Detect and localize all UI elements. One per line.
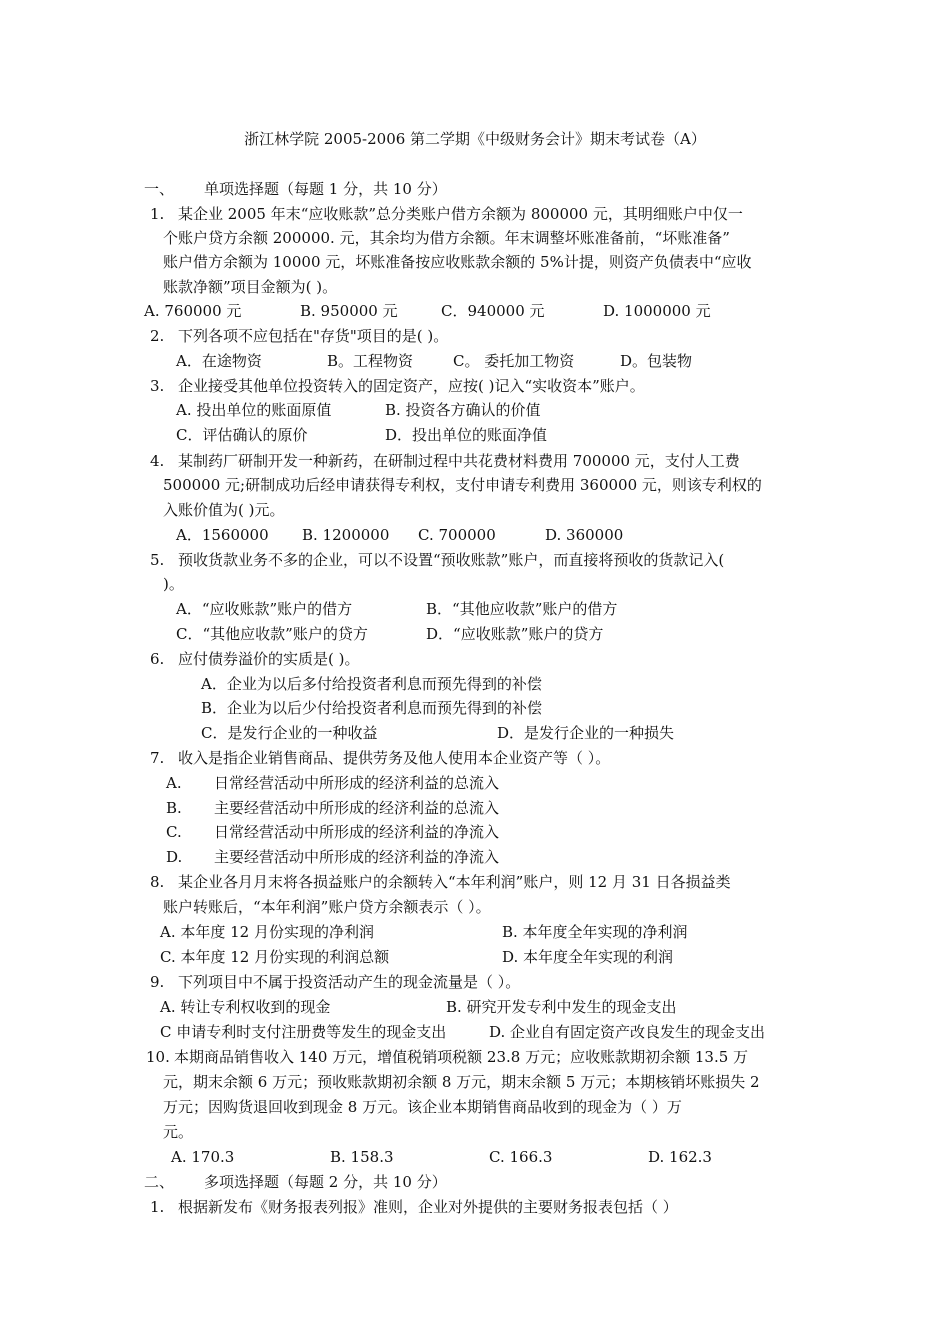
question-3-option-c: C．评估确认的原价 — [176, 426, 308, 444]
question-4-line-3: 入账价值为( )元。 — [163, 501, 285, 519]
question-4-option-d: D. 360000 — [545, 526, 624, 544]
question-4-option-c: C. 700000 — [418, 526, 496, 544]
question-8-option-b: B. 本年度全年实现的净利润 — [502, 923, 688, 941]
question-8-option-a: A. 本年度 12 月份实现的净利润 — [160, 923, 374, 941]
section-heading-multiple-choice — [144, 1171, 447, 1193]
question-4-option-b: B. 1200000 — [302, 526, 390, 544]
question-10-line-4: 元。 — [163, 1123, 194, 1141]
question-7-option-c: C. 日常经营活动中所形成的经济利益的净流入 — [166, 823, 500, 841]
question-2-option-c: C。 委托加工物资 — [453, 352, 575, 370]
question-10-option-a: A. 170.3 — [171, 1148, 235, 1166]
question-5-option-a: A．“应收账款”账户的借方 — [176, 600, 353, 618]
question-1-line-3: 账户借方余额为 10000 元，坏账准备按应收账款余额的 5%计提，则资产负债表中“应收 — [163, 253, 752, 271]
question-9-option-b: B. 研究开发专利中发生的现金支出 — [446, 998, 677, 1016]
question-8-option-d: D. 本年度全年实现的利润 — [502, 948, 674, 966]
question-10-line-2: 元，期末余额 6 万元；预收账款期初余额 8 万元，期末余额 5 万元；本期核销坏账损失 2 — [163, 1073, 760, 1091]
question-2-option-d: D。包装物 — [620, 352, 693, 370]
question-1-line-2: 个账户贷方余额 200000. 元，其余均为借方余额。年末调整坏账准备前，“坏账准备” — [163, 229, 730, 247]
question-10-line-3: 万元；因购货退回收到现金 8 万元。该企业本期销售商品收到的现金为（ ）万 — [163, 1098, 682, 1116]
question-3-option-a: A. 投出单位的账面原值 — [176, 401, 332, 419]
question-1-option-a: A. 760000 元 — [144, 302, 242, 320]
question-4-option-a: A．1560000 — [176, 526, 269, 544]
question-9: 9. 下列项目中不属于投资活动产生的现金流量是（ ）。 — [150, 973, 521, 991]
question-9-option-d: D. 企业自有固定资产改良发生的现金支出 — [489, 1023, 766, 1041]
question-2-option-b: B。工程物资 — [327, 352, 414, 370]
question-1-line-4: 账款净额”项目金额为( )。 — [163, 278, 338, 296]
question-6-option-d: D．是发行企业的一种损失 — [497, 724, 675, 742]
question-5-option-c: C．“其他应收款”账户的贷方 — [176, 625, 368, 643]
question-8-line-2: 账户转账后，“本年利润”账户贷方余额表示（ ）。 — [163, 898, 491, 916]
question-6: 6. 应付债券溢价的实质是( )。 — [150, 650, 360, 668]
question-10-line-1: 10. 本期商品销售收入 140 万元，增值税销项税额 23.8 万元；应收账款期初余额 13.5 万 — [146, 1048, 749, 1066]
section-label: 单项选择题（每题 1 分，共 10 分） — [204, 180, 447, 198]
section-number: 二、 — [144, 1173, 175, 1191]
question-7: 7. 收入是指企业销售商品、提供劳务及他人使用本企业资产等（ ）。 — [150, 749, 611, 767]
question-3-option-b: B. 投资各方确认的价值 — [385, 401, 541, 419]
section-heading-single-choice — [144, 178, 447, 200]
question-9-option-a: A. 转让专利权收到的现金 — [160, 998, 331, 1016]
question-2: 2. 下列各项不应包括在"存货"项目的是( )。 — [150, 327, 449, 345]
question-6-option-c: C．是发行企业的一种收益 — [201, 724, 378, 742]
question-4-line-2: 500000 元;研制成功后经申请获得专利权，支付申请专利费用 360000 元，则该专利权的 — [163, 476, 762, 494]
question-10-option-c: C. 166.3 — [489, 1148, 553, 1166]
question-6-option-b: B．企业为以后少付给投资者利息而预先得到的补偿 — [201, 699, 543, 717]
question-3-option-d: D．投出单位的账面净值 — [385, 426, 548, 444]
question-8-option-c: C. 本年度 12 月份实现的利润总额 — [160, 948, 390, 966]
question-1-line-1: 1. 某企业 2005 年末“应收账款”总分类账户借方余额为 800000 元，其明细账户中仅一 — [150, 205, 743, 223]
question-6-option-a: A．企业为以后多付给投资者利息而预先得到的补偿 — [201, 675, 542, 693]
question-7-option-a: A. 日常经营活动中所形成的经济利益的总流入 — [166, 774, 500, 792]
section-number: 一、 — [144, 180, 175, 198]
question-2-option-a: A．在途物资 — [176, 352, 262, 370]
question-5-line-2: )。 — [163, 575, 184, 593]
question-10-option-b: B. 158.3 — [330, 1148, 394, 1166]
question-7-option-d: D. 主要经营活动中所形成的经济利益的净流入 — [166, 848, 500, 866]
question-1-option-b: B. 950000 元 — [300, 302, 398, 320]
page-title: 浙江林学院 2005-2006 第二学期《中级财务会计》期末考试卷（A） — [244, 130, 706, 148]
question-5-line-1: 5. 预收货款业务不多的企业，可以不设置“预收账款”账户，而直接将预收的货款记入( — [150, 551, 725, 569]
question-8-line-1: 8. 某企业各月月末将各损益账户的余额转入“本年利润”账户，则 12 月 31 日各损益类 — [150, 873, 731, 891]
question-9-option-c: C 申请专利时支付注册费等发生的现金支出 — [160, 1023, 447, 1041]
question-10-option-d: D. 162.3 — [648, 1148, 712, 1166]
section-label: 多项选择题（每题 2 分，共 10 分） — [204, 1173, 447, 1191]
question-7-option-b: B. 主要经营活动中所形成的经济利益的总流入 — [166, 799, 500, 817]
multi-question-1: 1. 根据新发布《财务报表列报》准则，企业对外提供的主要财务报表包括（ ） — [150, 1198, 678, 1216]
question-1-option-c: C．940000 元 — [441, 302, 545, 320]
question-1-option-d: D. 1000000 元 — [603, 302, 711, 320]
question-5-option-d: D．“应收账款”账户的贷方 — [426, 625, 604, 643]
question-5-option-b: B．“其他应收款”账户的借方 — [426, 600, 618, 618]
question-4-line-1: 4. 某制药厂研制开发一种新药，在研制过程中共花费材料费用 700000 元，支付人工费 — [150, 452, 740, 470]
question-3: 3. 企业接受其他单位投资转入的固定资产，应按( )记入“实收资本”账户。 — [150, 377, 645, 395]
